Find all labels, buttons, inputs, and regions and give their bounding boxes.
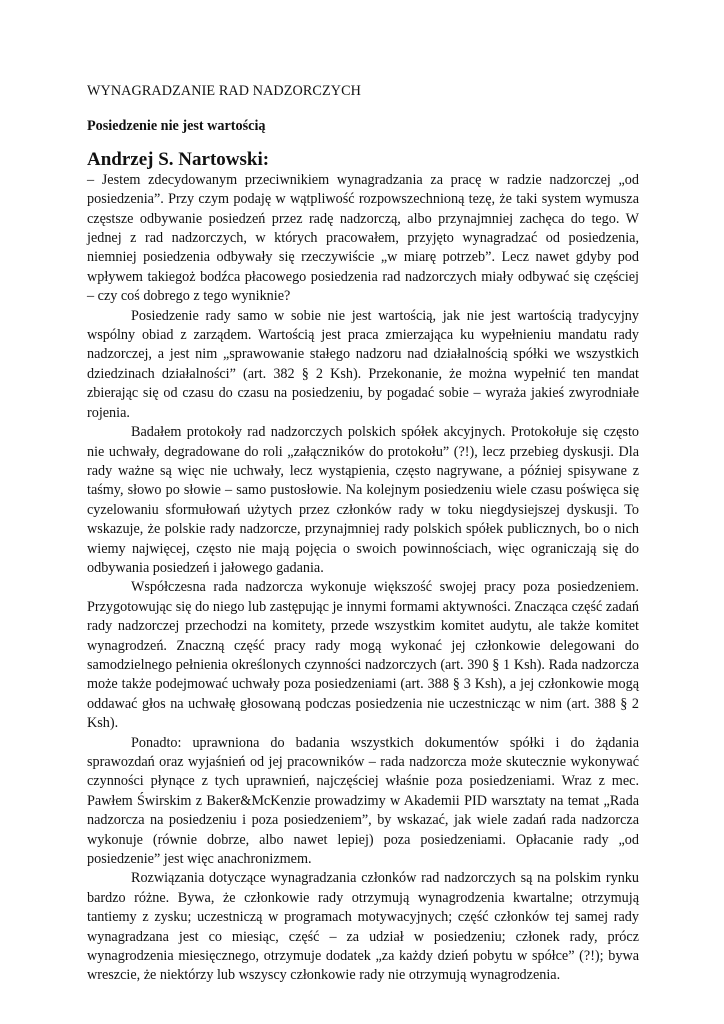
paragraph: Współczesna rada nadzorcza wykonuje większość swojej pracy poza posiedzeniem. Przygotowując się do niego lub zastępując je innymi formami aktywności. Znacząca część zadań rady nadzorczej przechodzi na komitety, przede wszystkim komitet audytu, ale także komitet wynagrodzeń. Znaczną część pracy rady mogą wykonać jej członkowie delegowani do samodzielnego pełnienia określonych czynności nadzorczych (art. 390 § 1 Ksh). Rada nadzorcza może także podejmować uchwały poza posiedzeniami (art. 388 § 3 Ksh), a jej członkowie mogą oddawać głos na uchwałę głosowaną podczas posiedzenia nie uczestnicząc w nim (art. 388 § 2 Ksh). bbox=[87, 579, 639, 732]
paragraph: Rozwiązania dotyczące wynagradzania członków rad nadzorczych są na polskim rynku bardzo różne. Bywa, że członkowie rady otrzymują wynagrodzenia kwartalne; otrzymują tantiemy z zysku; uczestniczą w programach motywacyjnych; część członków tej samej rady wynagradzana jest co miesiąc, część – za udział w posiedzeniu; członek rady, prócz wynagrodzenia miesięcznego, otrzymuje dodatek „za każdy dzień pobytu w spółce” (?!); bywa wreszcie, że niektórzy lub wszyscy członkowie rady nie otrzymują wynagrodzenia. bbox=[87, 870, 639, 984]
author-name: Andrzej S. Nartowski: bbox=[87, 148, 270, 170]
paragraph: Posiedzenie rady samo w sobie nie jest wartością, jak nie jest wartością tradycyjny wspólny obiad z zarządem. Wartością jest praca zmierzająca ku wypełnieniu mandatu rady nadzorczej, a jest nim „sprawowanie stałego nadzoru nad działalnością spółki we wszystkich dziedzinach działalności” (art. 382 § 2 Ksh). Przekonanie, że można wypełnić ten mandat zbierając się od czasu do czasu na posiedzeniu, by pogadać sobie – wyraża jakieś zwyrodniałe rojenia. bbox=[87, 307, 639, 421]
document-page bbox=[87, 82, 639, 986]
document-title: WYNAGRADZANIE RAD NADZORCZYCH bbox=[87, 83, 362, 99]
paragraph: Badałem protokoły rad nadzorczych polskich spółek akcyjnych. Protokołuje się często nie uchwały, degradowane do roli „załączników do protokołu” (?!), lecz przebieg dyskusji. Dla rady ważne są więc nie uchwały, lecz wystąpienia, często nagrywane, a później spisywane z taśmy, słowo po słowie – samo pustosłowie. Na kolejnym posiedzeniu wiele czasu poświęca się cyzelowaniu sformułowań użytych przez członków rady w toku niegdysiejszej dyskusji. To wskazuje, że polskie rady nadzorcze, przynajmniej rady polskich spółek publicznych, bo o nich wiemy najwięcej, często nie mają pojęcia o swoich powinnościach, więc ograniczają się do odbywania posiedzeń i jałowego gadania. bbox=[87, 424, 639, 576]
document-subtitle: Posiedzenie nie jest wartością bbox=[87, 118, 266, 135]
paragraph: Ponadto: uprawniona do badania wszystkich dokumentów spółki i do żądania sprawozdań oraz wyjaśnień od jej pracowników – rada nadzorcza może skutecznie wykonywać czynności płynące z tych uprawnień, najczęściej właśnie poza posiedzeniami. Wraz z mec. Pawłem Świrskim z Baker&McKenzie prowadzimy w Akademii PID warsztaty na temat „Rada nadzorcza na posiedzeniu i poza posiedzeniem”, by wskazać, jak wiele zadań rada nadzorcza wykonuje (równie dobrze, albo nawet lepiej) poza posiedzeniami. Opłacanie rady „od posiedzenie” jest więc anachronizmem. bbox=[87, 734, 639, 868]
paragraph: – Jestem zdecydowanym przeciwnikiem wynagradzania za pracę w radzie nadzorczej „od posiedzenia”. Przy czym podaję w wątpliwość rozpowszechnioną tezę, że taki system wymusza częstsze odbywanie posiedzeń przez radę nadzorczą, albo przynajmniej zachęca do tego. W jednej z rad nadzorczych, w których pracowałem, przyjęto wynagradzać od posiedzenia, niemniej posiedzenia odbywały się rzeczywiście „w miarę potrzeb”. Lecz nawet gdyby pod wpływem takiegoż bodźca płacowego posiedzenia rad nadzorczych miały odbywać się częściej – czy coś dobrego z tego wyniknie? bbox=[87, 171, 639, 305]
